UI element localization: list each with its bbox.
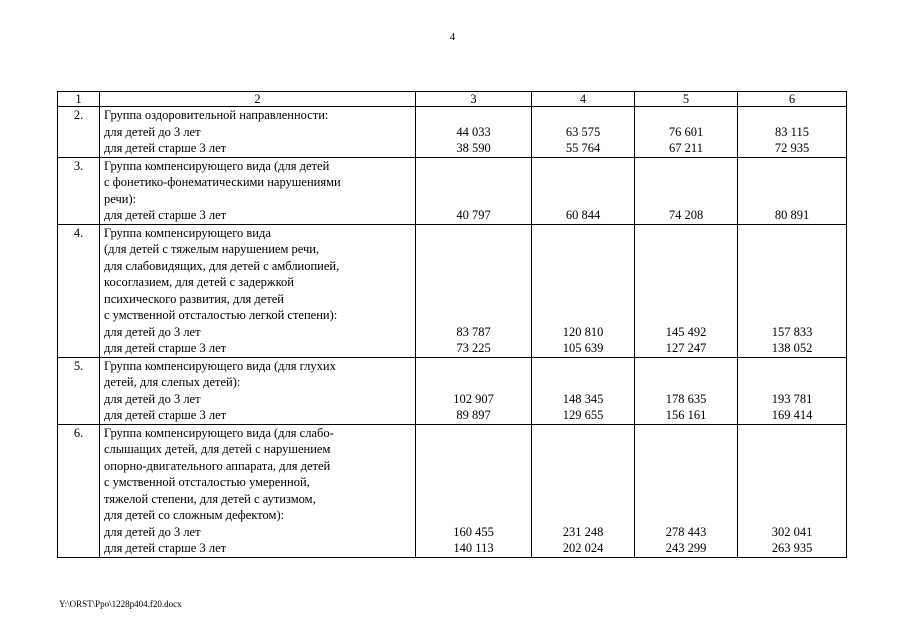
description-line: тяжелой степени, для детей с аутизмом, bbox=[104, 491, 316, 506]
description-line: (для детей с тяжелым нарушением речи, bbox=[104, 242, 320, 256]
value: 127 247 bbox=[665, 341, 707, 355]
value: 140 113 bbox=[453, 541, 494, 555]
description-line: для детей старше 3 лет bbox=[104, 541, 227, 555]
value: 80 891 bbox=[774, 208, 810, 222]
column-header: 6 bbox=[738, 92, 847, 107]
value-cell-col3 bbox=[416, 424, 532, 557]
value-cell-col5 bbox=[635, 357, 738, 424]
value-cell-col4 bbox=[532, 224, 635, 357]
description-line: с умственной отсталостью умеренной, bbox=[104, 475, 310, 489]
description-line: детей, для слепых детей): bbox=[104, 375, 241, 389]
value-cell-col4 bbox=[532, 157, 635, 224]
footer-file-path: Y:\ORST\Ppo\1228p404.f20.docx bbox=[59, 599, 182, 609]
description-line: для слабовидящих, для детей с амблиопией, bbox=[104, 258, 340, 273]
column-header: 3 bbox=[416, 92, 532, 107]
description-line: Группа компенсирующего вида (для детей bbox=[104, 158, 330, 173]
value: 105 639 bbox=[562, 341, 604, 355]
description-line: опорно-двигательного аппарата, для детей bbox=[104, 458, 331, 473]
value: 120 810 bbox=[562, 324, 604, 339]
value-cell-col5 bbox=[635, 424, 738, 557]
tariff-table bbox=[57, 91, 847, 558]
value: 278 443 bbox=[665, 524, 707, 539]
value-cell-col5 bbox=[635, 224, 738, 357]
value-cell-col6 bbox=[738, 224, 847, 357]
description-line: слышащих детей, для детей с нарушением bbox=[104, 442, 331, 456]
description-line: психического развития, для детей bbox=[104, 291, 284, 306]
value-cell-col3 bbox=[416, 157, 532, 224]
table-header-row bbox=[58, 92, 847, 107]
description-line: для детей до 3 лет bbox=[104, 324, 201, 339]
value: 60 844 bbox=[565, 208, 601, 222]
value: 169 414 bbox=[771, 408, 813, 422]
description-line: для детей со сложным дефектом): bbox=[104, 508, 285, 522]
value-cell-col5 bbox=[635, 107, 738, 158]
value: 44 033 bbox=[456, 124, 491, 139]
column-header: 4 bbox=[532, 92, 635, 107]
value-cell-col4 bbox=[532, 107, 635, 158]
description-line: Группа оздоровительной направленности: bbox=[104, 108, 329, 122]
description-line: для детей старше 3 лет bbox=[104, 408, 227, 422]
value: 160 455 bbox=[453, 524, 494, 539]
value: 263 935 bbox=[771, 541, 813, 555]
row-index: 4. bbox=[58, 224, 100, 357]
table-row bbox=[58, 157, 847, 224]
value: 156 161 bbox=[665, 408, 707, 422]
value: 55 764 bbox=[565, 141, 601, 155]
description-line: для детей старше 3 лет bbox=[104, 208, 227, 222]
value: 202 024 bbox=[562, 541, 604, 555]
description-line: для детей старше 3 лет bbox=[104, 141, 227, 155]
row-index: 2. bbox=[58, 107, 100, 158]
row-description bbox=[100, 224, 416, 357]
value: 40 797 bbox=[456, 208, 491, 222]
row-index: 5. bbox=[58, 357, 100, 424]
description-line: Группа компенсирующего вида (для глухих bbox=[104, 358, 336, 373]
column-header: 2 bbox=[100, 92, 416, 107]
description-line: косоглазием, для детей с задержкой bbox=[104, 275, 294, 289]
row-description bbox=[100, 107, 416, 158]
value: 129 655 bbox=[562, 408, 604, 422]
row-description bbox=[100, 424, 416, 557]
value-cell-col6 bbox=[738, 157, 847, 224]
table-row bbox=[58, 424, 847, 557]
value: 302 041 bbox=[771, 524, 813, 539]
value: 63 575 bbox=[565, 124, 601, 139]
value: 145 492 bbox=[665, 324, 707, 339]
description-line: с фонетико-фонематическими нарушениями bbox=[104, 175, 341, 189]
value: 178 635 bbox=[665, 391, 707, 406]
page-number: 4 bbox=[449, 31, 456, 43]
value: 157 833 bbox=[771, 324, 813, 339]
value-cell-col3 bbox=[416, 357, 532, 424]
table-row bbox=[58, 107, 847, 158]
description-line: для детей до 3 лет bbox=[104, 391, 201, 406]
description-line: речи): bbox=[104, 191, 137, 206]
value-cell-col3 bbox=[416, 107, 532, 158]
value: 138 052 bbox=[771, 341, 813, 355]
value-cell-col6 bbox=[738, 424, 847, 557]
value: 89 897 bbox=[456, 408, 491, 422]
value: 73 225 bbox=[456, 341, 491, 355]
value: 72 935 bbox=[774, 141, 810, 155]
row-description bbox=[100, 157, 416, 224]
table-row bbox=[58, 357, 847, 424]
value-cell-col4 bbox=[532, 357, 635, 424]
value-cell-col6 bbox=[738, 107, 847, 158]
value-cell-col5 bbox=[635, 157, 738, 224]
description-line: с умственной отсталостью легкой степени): bbox=[104, 308, 338, 322]
value: 243 299 bbox=[665, 541, 707, 555]
value: 102 907 bbox=[453, 391, 494, 406]
value: 76 601 bbox=[668, 124, 704, 139]
value: 67 211 bbox=[669, 141, 703, 155]
value: 83 115 bbox=[775, 124, 809, 139]
value-cell-col6 bbox=[738, 357, 847, 424]
description-line: Группа компенсирующего вида (для слабо- bbox=[104, 425, 334, 440]
value: 83 787 bbox=[456, 324, 491, 339]
value: 38 590 bbox=[456, 141, 491, 155]
description-line: для детей старше 3 лет bbox=[104, 341, 227, 355]
value: 74 208 bbox=[668, 208, 704, 222]
table-row bbox=[58, 224, 847, 357]
value-cell-col3 bbox=[416, 224, 532, 357]
description-line: для детей до 3 лет bbox=[104, 124, 201, 139]
column-header: 5 bbox=[635, 92, 738, 107]
description-line: Группа компенсирующего вида bbox=[104, 225, 271, 240]
row-index: 3. bbox=[58, 157, 100, 224]
value: 231 248 bbox=[562, 524, 604, 539]
row-index: 6. bbox=[58, 424, 100, 557]
column-header: 1 bbox=[58, 92, 100, 107]
row-description bbox=[100, 357, 416, 424]
description-line: для детей до 3 лет bbox=[104, 524, 201, 539]
value: 148 345 bbox=[562, 391, 604, 406]
value-cell-col4 bbox=[532, 424, 635, 557]
value: 193 781 bbox=[771, 391, 813, 406]
